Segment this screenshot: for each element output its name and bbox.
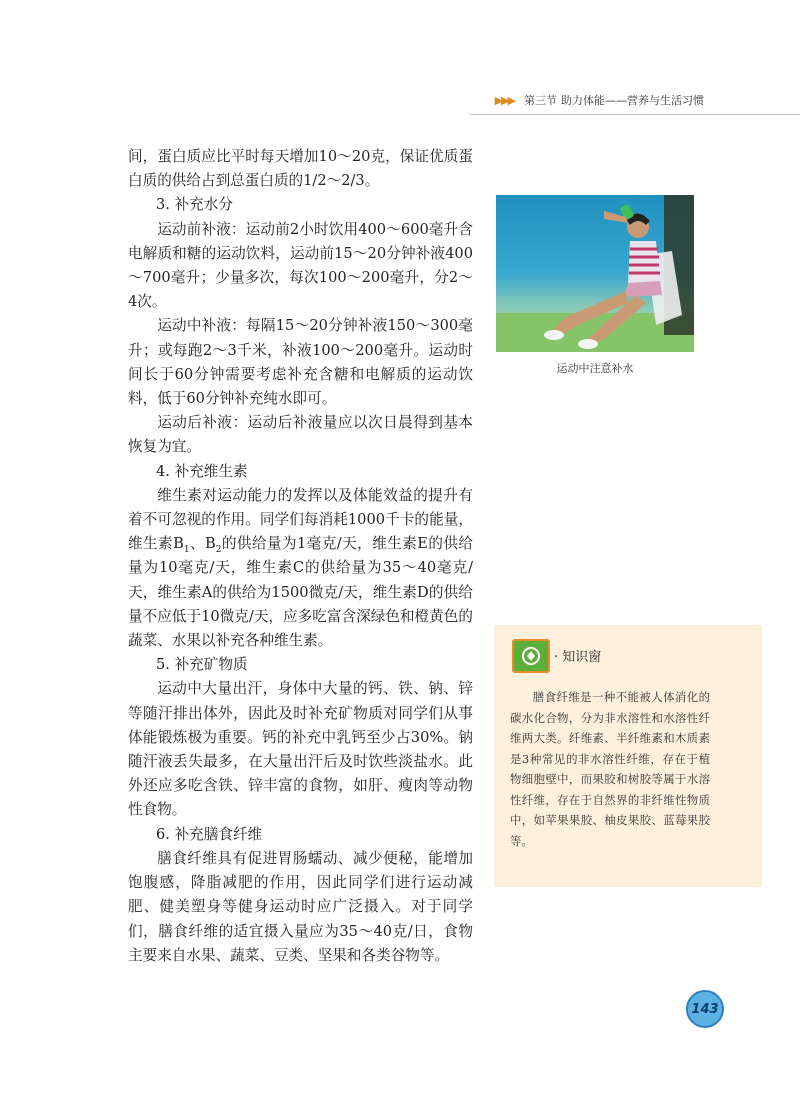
knowledge-window-box [494, 625, 762, 887]
vitamins-text-b: 、B [189, 535, 216, 553]
paragraph-vitamins [128, 484, 473, 653]
header-title: 助力体能——营养与生活习惯 [561, 94, 704, 107]
knowledge-window-paragraph: 膳食纤维是一种不能被人体消化的碳水化合物，分为非水溶性和水溶性纤维两大类。纤维素、半纤维素和木质素是3种常见的非水溶性纤维，存在于植物细胞壁中，而果胶和树胶等属于水溶性纤维，存在于自然界的非纤维性物质中，如苹果果胶、柚皮果胶、蓝莓果胶等。 [510, 690, 710, 848]
triple-arrow-icon: ▶▶▶ [494, 93, 514, 107]
knowledge-window-icon [512, 639, 550, 673]
knowledge-window-title: · 知识窗 [554, 650, 602, 665]
running-header [495, 92, 704, 108]
vitamins-text-a: 维生素对运动能力的发挥以及体能效益的提升有着不可忽视的作用。同学们每消耗1000千卡的能量，维生素B [128, 486, 473, 553]
paragraph-during-exercise: 运动中补液：每隔15～20分钟补液150～300毫升；或每跑2～3千米，补液100～200毫升。运动时间长于60分钟需要考虑补充含糖和电解质的运动饮料，低于60分钟补充纯水即可。 [128, 317, 473, 408]
heading-minerals: 5. 补充矿物质 [156, 656, 248, 674]
heading-fiber: 6. 补充膳食纤维 [156, 825, 263, 843]
main-text-column [128, 145, 473, 968]
subscript-1: 1 [183, 545, 190, 556]
photo-athlete-drinking [496, 195, 694, 352]
paragraph-post-exercise: 运动后补液：运动后补液量应以次日晨得到基本恢复为宜。 [128, 414, 473, 456]
subscript-2: 2 [215, 545, 222, 556]
athlete-illustration [496, 195, 694, 352]
page-number-badge: 143 [686, 990, 724, 1028]
knowledge-window-text [510, 687, 710, 851]
paragraph-fiber: 膳食纤维具有促进胃肠蠕动、减少便秘，能增加饱腹感，降脂减肥的作用，因此同学们进行运动减肥、健美塑身等健身运动时应广泛摄入。对于同学们，膳食纤维的适宜摄入量应为35～40克/日，食物主要来自水果、蔬菜、豆类、坚果和各类谷物等。 [128, 849, 473, 964]
heading-vitamins: 4. 补充维生素 [156, 462, 248, 480]
vitamins-text-c: 的供给量为1毫克/天，维生素E的供给量为10毫克/天，维生素C的供给量为35～40毫克/天，维生素A的供给为1500微克/天，维生素D的供给量不应低于10微克/天，应多吃富含深绿色和橙黄色的蔬菜、水果以补充各种维生素。 [128, 535, 473, 650]
header-rule [470, 114, 800, 115]
paragraph-minerals: 运动中大量出汗，身体中大量的钙、铁、钠、锌等随汗排出体外，因此及时补充矿物质对同学们从事体能锻炼极为重要。钙的补充中乳钙至少占30%。钠随汗液丢失最多，在大量出汗后及时饮些淡盐水。此外还应多吃含铁、锌丰富的食物，如肝、瘦肉等动物性食物。 [128, 680, 473, 819]
heading-water: 3. 补充水分 [156, 196, 233, 214]
header-section: 第三节 [524, 94, 557, 107]
paragraph-protein: 间，蛋白质应比平时每天增加10～20克，保证优质蛋白质的供给占到总蛋白质的1/2～2/3。 [128, 148, 473, 190]
paragraph-pre-exercise: 运动前补液：运动前2小时饮用400～600毫升含电解质和糖的运动饮料，运动前15～20分钟补液400～700毫升；少量多次，每次100～200毫升，分2～4次。 [128, 220, 473, 311]
photo-caption: 运动中注意补水 [556, 362, 634, 375]
